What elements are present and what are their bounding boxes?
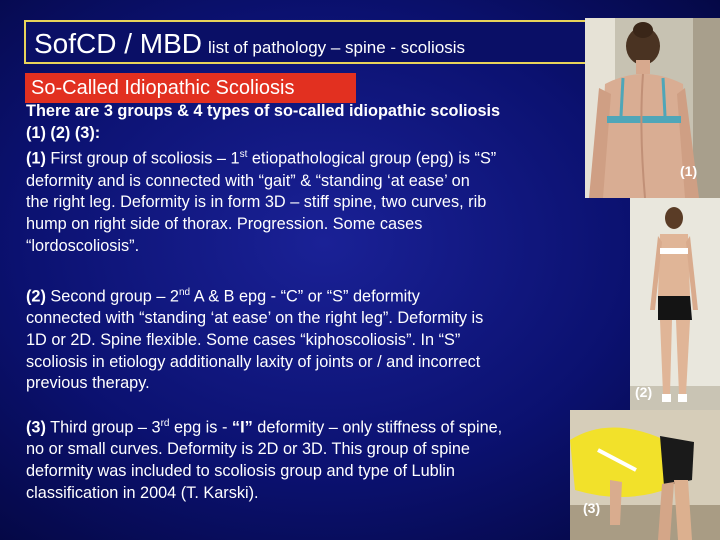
group2-paragraph [26,282,483,395]
group1-number: (1) [26,149,46,168]
group3-line-1: (3) Third group – 3rd epg is - “I” deformity – only stiffness of spine, [26,418,503,437]
intro-paragraph [26,101,500,257]
group1-line-2: deformity and is connected with “gait” & “standing ‘at ease’ on [26,171,470,190]
group3-line-4: classification in 2004 (T. Karski). [26,483,259,502]
photo-1-label: (1) [680,163,698,179]
group3-number: (3) [26,418,46,437]
photo-3 [570,410,720,540]
photo-3-label: (3) [583,500,601,516]
intro-line-2: (1) (2) (3): [26,123,101,142]
group3-paragraph [26,413,502,504]
group2-line-4: scoliosis in etiology additionally laxity of joints or / and incorrect [26,352,481,371]
group3-line-3: deformity was included to scoliosis group and type of Lublin [26,461,455,480]
photo-2-label: (2) [635,384,653,400]
group1-line-4: hump on right side of thorax. Progression. Some cases [26,214,423,233]
page-title [34,28,465,60]
group2-number: (2) [26,287,46,306]
group2-line-5: previous therapy. [26,374,150,393]
group2-line-1: (2) Second group – 2nd A & B epg - “C” or “S” deformity [26,287,420,306]
group3-line-2: no or small curves. Deformity is 2D or 3D. This group of spine [26,440,470,459]
group1-line-1: (1) First group of scoliosis – 1st etiopathological group (epg) is “S” [26,149,497,168]
title-box [24,20,634,64]
title-subtitle: list of pathology – spine - scoliosis [208,38,466,57]
group2-line-3: 1D or 2D. Spine flexible. Some cases “kiphoscoliosis”. In “S” [26,330,461,349]
group1-line-3: the right leg. Deformity is in form 3D – stiff spine, two curves, rib [26,193,487,212]
group1-line-5: “lordoscoliosis”. [26,236,140,255]
photo-1 [585,18,720,198]
intro-line-1: There are 3 groups & 4 types of so-called idiopathic scoliosis [26,102,501,120]
section-tag: So-Called Idiopathic Scoliosis [25,73,356,103]
photo-2 [630,198,720,410]
group2-line-2: connected with “standing ‘at ease’ on the right leg”. Deformity is [26,309,484,328]
title-main-text: SofCD / MBD [34,28,203,59]
